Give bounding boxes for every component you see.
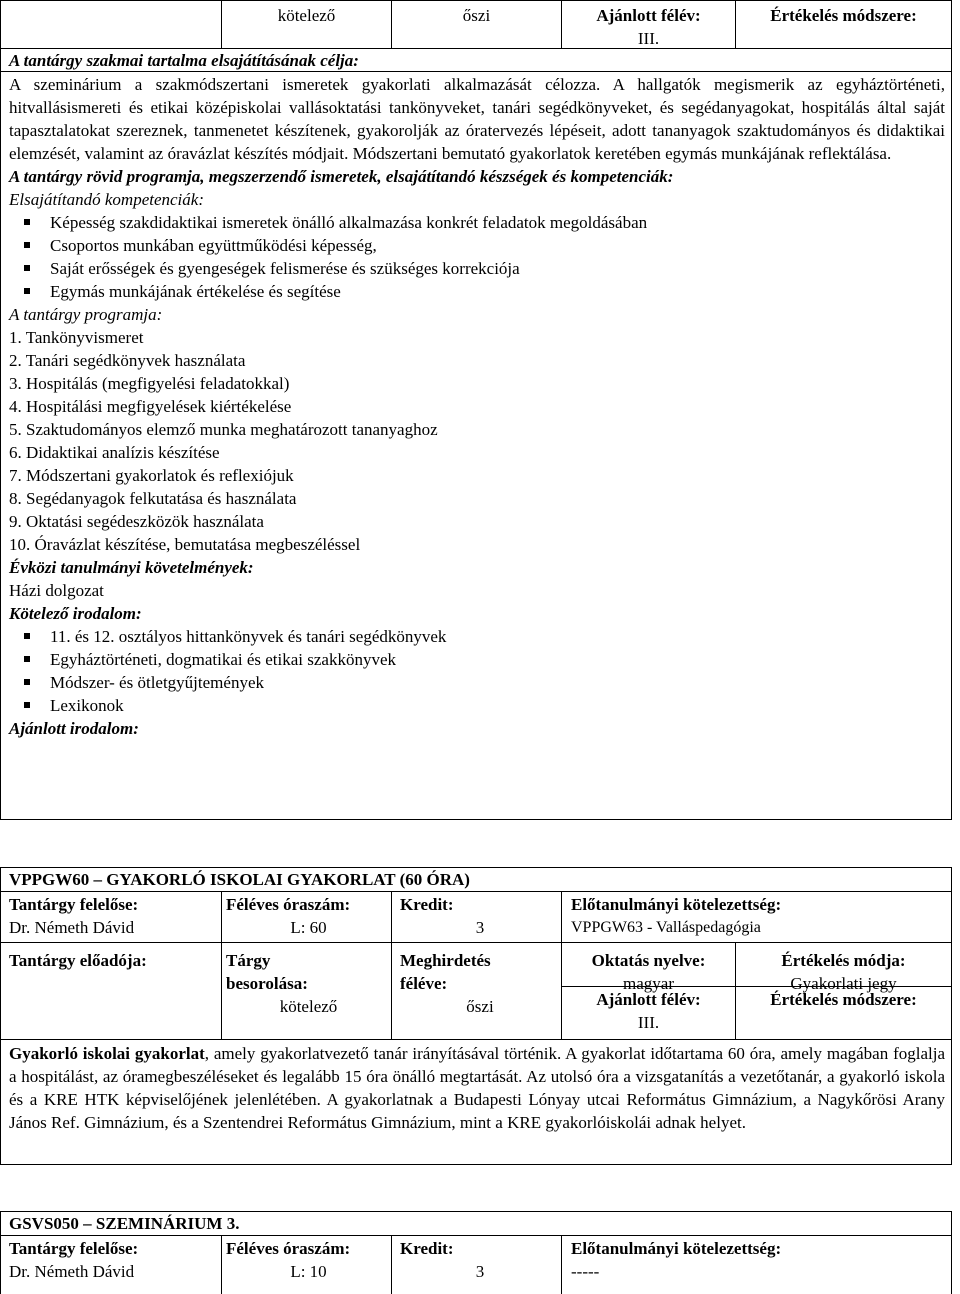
credit-value: 3 — [475, 1262, 485, 1281]
hours-label: Féléves óraszám: — [226, 895, 351, 914]
responsible-value: Dr. Németh Dávid — [9, 918, 135, 937]
responsible-label: Tantárgy felelőse: — [9, 1239, 139, 1258]
recommended-semester-label: Ajánlott félév: — [596, 6, 701, 25]
list-item: 4. Hospitálási megfigyelések kiértékelése — [9, 397, 292, 416]
announcement-label: Meghirdetés — [400, 951, 491, 970]
hours-label: Féléves óraszám: — [226, 1239, 351, 1258]
credit-value: 3 — [475, 918, 485, 937]
hours-value: L: 10 — [290, 1262, 327, 1281]
prerequisite-label: Előtanulmányi kötelezettség: — [571, 1239, 782, 1258]
list-item: Módszer- és ötletgyűjtemények — [9, 671, 945, 694]
language-value: magyar — [623, 974, 674, 993]
goal-text: A szeminárium a szakmódszertani ismeretek gyakorlati alkalmazását célozza. A hallgatók megismerik az egyháztörténeti, hitvallásismereti és etikai középiskolai vallásoktatási tankönyveket, tanári segédkönyveket, és segédanyagokat, hospitálás által saját tapasztalatokat szereznek, tanmenetet készítenek, gyakorolják az óratervezés lépéseit, adott tananyagok szaktudományos és didaktikai elemzését, valamint az óravázlat készítés módjait. Módszertani bemutató gyakorlatok keretében egymás munkájának reflektálása. — [9, 75, 945, 163]
goal-heading: A tantárgy szakmai tartalma elsajátításának célja: — [9, 51, 359, 70]
list-item: Csoportos munkában együttműködési képesség, — [9, 234, 945, 257]
prerequisite-value: ----- — [571, 1262, 600, 1281]
list-item: 11. és 12. osztályos hittankönyvek és tanári segédkönyvek — [9, 625, 945, 648]
list-item: Lexikonok — [9, 694, 945, 717]
evaluation-method-label: Értékelés módszere: — [770, 6, 917, 25]
course-table-vppgw60 — [0, 867, 952, 1167]
credit-label: Kredit: — [400, 895, 454, 914]
prerequisite-value: VPPGW63 - Valláspedagógia — [571, 919, 761, 936]
list-item: 3. Hospitálás (megfigyelési feladatokkal) — [9, 374, 290, 393]
list-item: Képesség szakdidaktikai ismeretek önálló alkalmazása konkrét feladatok megoldásában — [9, 211, 945, 234]
list-item: 8. Segédanyagok felkutatása és használata — [9, 489, 297, 508]
recommended-literature-heading: Ajánlott irodalom: — [9, 719, 139, 738]
category-value: kötelező — [277, 6, 336, 25]
evaluation-method-label: Értékelés módszere: — [770, 990, 917, 1009]
course-description-bold: Gyakorló iskolai gyakorlat — [9, 1044, 205, 1063]
program-heading: A tantárgy rövid programja, megszerzendő ismeretek, elsajátítandó készségek és kompetenciák: — [9, 167, 674, 186]
list-item: 1. Tankönyvismeret — [9, 328, 144, 347]
evaluation-type-value: Gyakorlati jegy — [790, 974, 897, 993]
recommended-semester-label: Ajánlott félév: — [596, 990, 701, 1009]
course-description — [9, 1042, 945, 1134]
responsible-value: Dr. Németh Dávid — [9, 1262, 135, 1281]
list-item: 7. Módszertani gyakorlatok és reflexiójuk — [9, 466, 294, 485]
classification-label-2: besorolása: — [226, 974, 308, 993]
classification-label: Tárgy — [226, 951, 271, 970]
program-label: A tantárgy programja: — [9, 305, 163, 324]
required-literature-heading: Kötelező irodalom: — [9, 604, 142, 623]
requirements-heading: Évközi tanulmányi követelmények: — [9, 558, 254, 577]
recommended-semester-value: III. — [637, 1013, 660, 1032]
list-item: 10. Óravázlat készítése, bemutatása megbeszéléssel — [9, 535, 361, 554]
classification-value: kötelező — [279, 997, 338, 1016]
course-title: GSVS050 – SZEMINÁRIUM 3. — [9, 1214, 240, 1233]
list-item: Egyháztörténeti, dogmatikai és etikai szakkönyvek — [9, 648, 945, 671]
course-description-rest: , amely gyakorlatvezető tanár irányításával történik. A gyakorlat időtartama 60 óra, amely magában foglalja a hospitálást, az óramegbeszéléseket és legalább 15 óra önálló megtartását. Az utolsó óra a vizsgatanítás a vezetőtanár, a gyakorló iskola és a KRE HTK képviselőjének jelenlétében. A gyakorlatnak a Budapesti Lónyay utcai Református Gimnázium, a Nagykőrösi Arany János Ref. Gimnázium, és a Szentendrei Református Gimnázium, mint a KRE gyakorlóiskolái adnak helyet. — [9, 1044, 945, 1132]
list-item: 2. Tanári segédkönyvek használata — [9, 351, 246, 370]
list-item: Saját erősségek és gyengeségek felismerése és szükséges korrekciója — [9, 257, 945, 280]
requirements-text: Házi dolgozat — [9, 581, 104, 600]
course-title: VPPGW60 – GYAKORLÓ ISKOLAI GYAKORLAT (60 ÓRA) — [9, 870, 470, 889]
evaluation-type-label: Értékelés módja: — [781, 951, 906, 970]
responsible-label: Tantárgy felelőse: — [9, 895, 139, 914]
course-table-gsvs050 — [0, 1211, 952, 1294]
hours-value: L: 60 — [290, 918, 327, 937]
credit-label: Kredit: — [400, 1239, 454, 1258]
language-label: Oktatás nyelve: — [591, 951, 706, 970]
recommended-semester-value: III. — [637, 29, 660, 48]
competencies-label: Elsajátítandó kompetenciák: — [9, 190, 204, 209]
prerequisite-label: Előtanulmányi kötelezettség: — [571, 895, 782, 914]
announcement-value: őszi — [466, 997, 494, 1016]
semester-value: őszi — [462, 6, 491, 25]
list-item: Egymás munkájának értékelése és segítése — [9, 280, 945, 303]
lecturer-label: Tantárgy előadója: — [9, 951, 147, 970]
list-item: 6. Didaktikai analízis készítése — [9, 443, 220, 462]
list-item: 5. Szaktudományos elemző munka meghatározott tananyaghoz — [9, 420, 438, 439]
list-item: 9. Oktatási segédeszközök használata — [9, 512, 264, 531]
announcement-label-2: féléve: — [400, 974, 448, 993]
